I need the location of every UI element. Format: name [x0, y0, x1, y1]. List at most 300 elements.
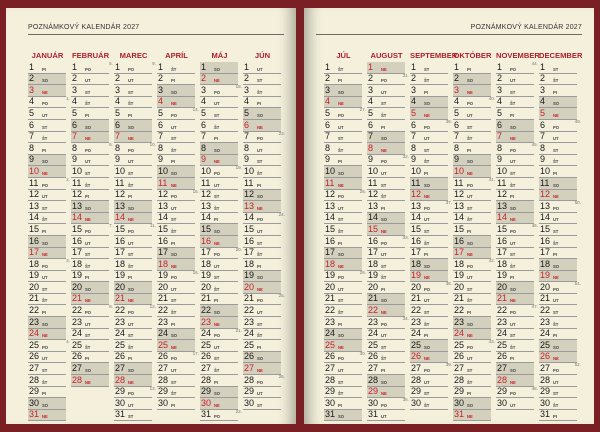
- day-row[interactable]: [324, 62, 362, 74]
- day-row[interactable]: [453, 398, 491, 410]
- day-row[interactable]: [453, 258, 495, 271]
- day-row[interactable]: [367, 108, 405, 120]
- day-row[interactable]: [539, 248, 577, 260]
- day-row[interactable]: [114, 294, 152, 306]
- day-row[interactable]: [367, 375, 405, 387]
- day-row[interactable]: [243, 271, 281, 283]
- day-row[interactable]: [410, 74, 448, 86]
- day-row[interactable]: [367, 120, 405, 132]
- day-row[interactable]: [200, 340, 238, 352]
- day-row[interactable]: [243, 259, 281, 271]
- day-row[interactable]: [71, 213, 109, 225]
- day-row[interactable]: [410, 317, 448, 329]
- day-row[interactable]: [28, 120, 66, 132]
- day-row[interactable]: [243, 352, 281, 364]
- day-row[interactable]: [410, 132, 448, 144]
- day-row[interactable]: [367, 259, 405, 271]
- day-row[interactable]: [157, 375, 195, 387]
- day-row[interactable]: [157, 213, 195, 225]
- day-row[interactable]: [367, 97, 405, 109]
- day-row[interactable]: [243, 374, 285, 387]
- day-row[interactable]: [410, 305, 448, 317]
- day-row[interactable]: [200, 201, 238, 213]
- day-row[interactable]: [28, 329, 66, 341]
- day-row[interactable]: [200, 108, 238, 120]
- day-row[interactable]: [496, 85, 534, 97]
- day-row[interactable]: [114, 132, 152, 144]
- day-row[interactable]: [367, 387, 405, 399]
- day-row[interactable]: [114, 223, 156, 236]
- day-row[interactable]: [200, 143, 238, 155]
- day-row[interactable]: [157, 387, 195, 399]
- day-row[interactable]: [28, 74, 66, 86]
- day-row[interactable]: [243, 190, 281, 202]
- day-row[interactable]: [157, 62, 195, 74]
- day-row[interactable]: [243, 387, 281, 399]
- day-row[interactable]: [410, 352, 448, 364]
- day-row[interactable]: [539, 62, 577, 74]
- day-row[interactable]: [28, 258, 70, 271]
- day-row[interactable]: [243, 248, 281, 260]
- day-row[interactable]: [114, 282, 152, 294]
- day-row[interactable]: [28, 62, 66, 74]
- day-row[interactable]: [324, 410, 362, 422]
- day-row[interactable]: [243, 211, 285, 225]
- day-row[interactable]: [453, 410, 491, 422]
- day-row[interactable]: [28, 410, 66, 422]
- day-row[interactable]: [71, 294, 109, 306]
- day-row[interactable]: [114, 375, 152, 387]
- day-row[interactable]: [114, 410, 152, 422]
- day-row[interactable]: [410, 294, 448, 306]
- day-row[interactable]: [539, 118, 581, 132]
- day-row[interactable]: [324, 305, 362, 317]
- day-row[interactable]: [453, 201, 491, 213]
- day-row[interactable]: [243, 108, 281, 120]
- day-row[interactable]: [114, 97, 152, 109]
- day-row[interactable]: [324, 143, 362, 155]
- day-row[interactable]: [324, 85, 362, 97]
- day-row[interactable]: [71, 61, 113, 74]
- day-row[interactable]: [157, 294, 195, 306]
- day-row[interactable]: [71, 329, 109, 341]
- day-row[interactable]: [200, 398, 238, 410]
- day-row[interactable]: [200, 363, 238, 375]
- day-row[interactable]: [200, 387, 238, 399]
- day-row[interactable]: [28, 317, 66, 329]
- day-row[interactable]: [367, 178, 405, 190]
- day-row[interactable]: [243, 130, 285, 144]
- day-row[interactable]: [28, 143, 66, 155]
- day-row[interactable]: [496, 363, 534, 375]
- day-row[interactable]: [410, 259, 448, 271]
- day-row[interactable]: [410, 281, 452, 294]
- day-row[interactable]: [200, 120, 238, 132]
- day-row[interactable]: [539, 132, 577, 144]
- day-row[interactable]: [71, 282, 109, 294]
- day-row[interactable]: [243, 398, 281, 410]
- day-row[interactable]: [28, 85, 66, 97]
- day-row[interactable]: [496, 178, 534, 190]
- day-row[interactable]: [539, 143, 577, 155]
- day-row[interactable]: [539, 294, 577, 306]
- day-row[interactable]: [539, 166, 577, 178]
- day-row[interactable]: [367, 352, 405, 364]
- day-row[interactable]: [367, 190, 405, 202]
- day-row[interactable]: [453, 387, 491, 399]
- day-row[interactable]: [453, 363, 491, 375]
- day-row[interactable]: [367, 153, 409, 167]
- day-row[interactable]: [453, 62, 491, 74]
- day-row[interactable]: [114, 85, 152, 97]
- day-row[interactable]: [410, 200, 452, 213]
- day-row[interactable]: [539, 375, 577, 387]
- day-row[interactable]: [200, 282, 238, 294]
- day-row[interactable]: [324, 213, 362, 225]
- day-row[interactable]: [157, 363, 195, 375]
- day-row[interactable]: [453, 132, 491, 144]
- day-row[interactable]: [410, 190, 448, 202]
- day-row[interactable]: [367, 132, 405, 144]
- day-row[interactable]: [200, 375, 238, 387]
- day-row[interactable]: [453, 213, 491, 225]
- day-row[interactable]: [453, 248, 491, 260]
- day-row[interactable]: [324, 329, 362, 341]
- day-row[interactable]: [157, 224, 195, 236]
- day-row[interactable]: [453, 375, 491, 387]
- day-row[interactable]: [410, 62, 448, 74]
- day-row[interactable]: [200, 305, 238, 317]
- day-row[interactable]: [200, 408, 242, 422]
- day-row[interactable]: [453, 74, 491, 86]
- day-row[interactable]: [367, 305, 405, 317]
- day-row[interactable]: [157, 248, 195, 260]
- day-row[interactable]: [157, 259, 195, 271]
- day-row[interactable]: [28, 294, 66, 306]
- day-row[interactable]: [200, 178, 238, 190]
- day-row[interactable]: [410, 329, 448, 341]
- day-row[interactable]: [324, 350, 366, 364]
- day-row[interactable]: [157, 155, 195, 167]
- day-row[interactable]: [496, 166, 534, 178]
- day-row[interactable]: [71, 97, 109, 109]
- day-row[interactable]: [157, 132, 195, 144]
- day-row[interactable]: [157, 282, 195, 294]
- day-row[interactable]: [410, 155, 448, 167]
- day-row[interactable]: [324, 363, 362, 375]
- day-row[interactable]: [200, 155, 238, 167]
- day-row[interactable]: [71, 363, 109, 375]
- day-row[interactable]: [496, 304, 538, 317]
- day-row[interactable]: [28, 108, 66, 120]
- day-row[interactable]: [114, 236, 152, 248]
- day-row[interactable]: [200, 224, 238, 236]
- day-row[interactable]: [114, 190, 152, 202]
- day-row[interactable]: [453, 143, 491, 155]
- day-row[interactable]: [324, 224, 362, 236]
- day-row[interactable]: [496, 248, 534, 260]
- day-row[interactable]: [200, 246, 242, 260]
- day-row[interactable]: [539, 317, 577, 329]
- day-row[interactable]: [157, 305, 195, 317]
- day-row[interactable]: [539, 85, 577, 97]
- day-row[interactable]: [157, 143, 195, 155]
- day-row[interactable]: [157, 85, 195, 97]
- day-row[interactable]: [243, 178, 281, 190]
- day-row[interactable]: [496, 97, 534, 109]
- day-row[interactable]: [71, 304, 113, 317]
- day-row[interactable]: [496, 317, 534, 329]
- day-row[interactable]: [157, 188, 199, 202]
- day-row[interactable]: [71, 178, 109, 190]
- day-row[interactable]: [496, 259, 534, 271]
- day-row[interactable]: [71, 120, 109, 132]
- day-row[interactable]: [410, 213, 448, 225]
- day-row[interactable]: [28, 155, 66, 167]
- day-row[interactable]: [410, 97, 448, 109]
- day-row[interactable]: [496, 282, 534, 294]
- day-row[interactable]: [114, 352, 152, 364]
- day-row[interactable]: [28, 236, 66, 248]
- day-row[interactable]: [453, 190, 491, 202]
- day-row[interactable]: [243, 363, 281, 375]
- day-row[interactable]: [28, 363, 66, 375]
- day-row[interactable]: [539, 190, 577, 202]
- day-row[interactable]: [114, 340, 152, 352]
- day-row[interactable]: [539, 281, 581, 294]
- day-row[interactable]: [539, 259, 577, 271]
- day-row[interactable]: [539, 352, 577, 364]
- day-row[interactable]: [539, 271, 577, 283]
- day-row[interactable]: [453, 120, 491, 132]
- day-row[interactable]: [453, 282, 491, 294]
- day-row[interactable]: [496, 108, 534, 120]
- day-row[interactable]: [28, 271, 66, 283]
- day-row[interactable]: [324, 132, 362, 144]
- day-row[interactable]: [71, 74, 109, 86]
- day-row[interactable]: [324, 74, 362, 86]
- day-row[interactable]: [71, 190, 109, 202]
- day-row[interactable]: [539, 213, 577, 225]
- day-row[interactable]: [114, 74, 152, 86]
- day-row[interactable]: [71, 340, 109, 352]
- day-row[interactable]: [71, 317, 109, 329]
- day-row[interactable]: [114, 385, 156, 399]
- day-row[interactable]: [453, 85, 491, 97]
- day-row[interactable]: [496, 120, 534, 132]
- day-row[interactable]: [496, 201, 534, 213]
- day-row[interactable]: [200, 271, 238, 283]
- day-row[interactable]: [324, 166, 362, 178]
- day-row[interactable]: [539, 224, 577, 236]
- day-row[interactable]: [410, 271, 448, 283]
- day-row[interactable]: [200, 294, 238, 306]
- day-row[interactable]: [28, 398, 66, 410]
- day-row[interactable]: [71, 85, 109, 97]
- day-row[interactable]: [71, 236, 109, 248]
- day-row[interactable]: [410, 340, 448, 352]
- day-row[interactable]: [71, 132, 109, 144]
- day-row[interactable]: [539, 398, 577, 410]
- day-row[interactable]: [114, 398, 152, 410]
- day-row[interactable]: [157, 236, 195, 248]
- day-row[interactable]: [114, 178, 152, 190]
- day-row[interactable]: [114, 248, 152, 260]
- day-row[interactable]: [71, 201, 109, 213]
- day-row[interactable]: [243, 74, 281, 86]
- day-row[interactable]: [410, 118, 452, 132]
- day-row[interactable]: [496, 385, 538, 399]
- day-row[interactable]: [539, 387, 577, 399]
- day-row[interactable]: [410, 236, 448, 248]
- day-row[interactable]: [324, 282, 362, 294]
- day-row[interactable]: [539, 340, 577, 352]
- day-row[interactable]: [324, 375, 362, 387]
- day-row[interactable]: [453, 352, 491, 364]
- day-row[interactable]: [367, 282, 405, 294]
- day-row[interactable]: [367, 271, 405, 283]
- day-row[interactable]: [324, 120, 362, 132]
- day-row[interactable]: [243, 62, 281, 74]
- day-row[interactable]: [410, 166, 448, 178]
- day-row[interactable]: [496, 74, 534, 86]
- day-row[interactable]: [71, 108, 109, 120]
- day-row[interactable]: [539, 97, 577, 109]
- day-row[interactable]: [453, 108, 491, 120]
- day-row[interactable]: [453, 305, 491, 317]
- day-row[interactable]: [367, 224, 405, 236]
- day-row[interactable]: [243, 201, 281, 213]
- day-row[interactable]: [410, 398, 448, 410]
- day-row[interactable]: [243, 305, 281, 317]
- day-row[interactable]: [200, 190, 238, 202]
- day-row[interactable]: [200, 165, 242, 178]
- day-row[interactable]: [367, 397, 409, 410]
- day-row[interactable]: [157, 340, 195, 352]
- day-row[interactable]: [367, 166, 405, 178]
- day-row[interactable]: [114, 329, 152, 341]
- day-row[interactable]: [496, 132, 534, 144]
- day-row[interactable]: [71, 142, 113, 155]
- day-row[interactable]: [496, 223, 538, 236]
- day-row[interactable]: [324, 97, 362, 109]
- day-row[interactable]: [28, 224, 66, 236]
- day-row[interactable]: [539, 200, 581, 213]
- day-row[interactable]: [243, 224, 281, 236]
- day-row[interactable]: [539, 329, 577, 341]
- day-row[interactable]: [367, 72, 409, 86]
- day-row[interactable]: [496, 61, 538, 74]
- day-row[interactable]: [200, 97, 238, 109]
- day-row[interactable]: [453, 155, 491, 167]
- day-row[interactable]: [114, 317, 152, 329]
- day-row[interactable]: [410, 224, 448, 236]
- day-row[interactable]: [114, 61, 156, 74]
- day-row[interactable]: [157, 107, 199, 120]
- day-row[interactable]: [496, 340, 534, 352]
- day-row[interactable]: [114, 259, 152, 271]
- day-row[interactable]: [410, 85, 448, 97]
- day-row[interactable]: [367, 410, 405, 422]
- day-row[interactable]: [410, 248, 448, 260]
- day-row[interactable]: [324, 398, 362, 410]
- day-row[interactable]: [410, 362, 452, 375]
- day-row[interactable]: [28, 248, 66, 260]
- day-row[interactable]: [243, 340, 281, 352]
- day-row[interactable]: [367, 329, 405, 341]
- day-row[interactable]: [539, 74, 577, 86]
- day-row[interactable]: [200, 132, 238, 144]
- day-row[interactable]: [28, 387, 66, 399]
- day-row[interactable]: [496, 375, 534, 387]
- day-row[interactable]: [453, 166, 491, 178]
- day-row[interactable]: [410, 375, 448, 387]
- day-row[interactable]: [324, 387, 362, 399]
- day-row[interactable]: [157, 398, 195, 410]
- day-row[interactable]: [496, 271, 534, 283]
- day-row[interactable]: [71, 271, 109, 283]
- day-row[interactable]: [114, 363, 152, 375]
- day-row[interactable]: [367, 213, 405, 225]
- day-row[interactable]: [453, 95, 495, 109]
- day-row[interactable]: [324, 178, 362, 190]
- day-row[interactable]: [539, 362, 581, 375]
- day-row[interactable]: [453, 176, 495, 190]
- day-row[interactable]: [200, 236, 238, 248]
- day-row[interactable]: [496, 190, 534, 202]
- day-row[interactable]: [157, 201, 195, 213]
- day-row[interactable]: [157, 350, 199, 364]
- day-row[interactable]: [324, 236, 362, 248]
- day-row[interactable]: [243, 120, 281, 132]
- day-row[interactable]: [114, 108, 152, 120]
- day-row[interactable]: [71, 248, 109, 260]
- day-row[interactable]: [157, 269, 199, 283]
- day-row[interactable]: [71, 223, 113, 236]
- day-row[interactable]: [367, 201, 405, 213]
- day-row[interactable]: [157, 97, 195, 109]
- day-row[interactable]: [324, 340, 362, 352]
- day-row[interactable]: [539, 155, 577, 167]
- day-row[interactable]: [114, 201, 152, 213]
- day-row[interactable]: [157, 120, 195, 132]
- day-row[interactable]: [28, 339, 70, 352]
- day-row[interactable]: [200, 84, 242, 97]
- day-row[interactable]: [453, 329, 491, 341]
- day-row[interactable]: [243, 97, 281, 109]
- day-row[interactable]: [496, 294, 534, 306]
- day-row[interactable]: [28, 375, 66, 387]
- day-row[interactable]: [243, 143, 281, 155]
- day-row[interactable]: [114, 271, 152, 283]
- day-row[interactable]: [243, 317, 281, 329]
- day-row[interactable]: [324, 155, 362, 167]
- day-row[interactable]: [453, 271, 491, 283]
- day-row[interactable]: [539, 108, 577, 120]
- day-row[interactable]: [367, 316, 409, 329]
- day-row[interactable]: [410, 178, 448, 190]
- day-row[interactable]: [367, 363, 405, 375]
- day-row[interactable]: [324, 107, 366, 120]
- day-row[interactable]: [28, 190, 66, 202]
- day-row[interactable]: [367, 248, 405, 260]
- day-row[interactable]: [28, 305, 66, 317]
- day-row[interactable]: [539, 305, 577, 317]
- day-row[interactable]: [243, 166, 281, 178]
- day-row[interactable]: [496, 142, 538, 155]
- day-row[interactable]: [367, 340, 405, 352]
- day-row[interactable]: [114, 213, 152, 225]
